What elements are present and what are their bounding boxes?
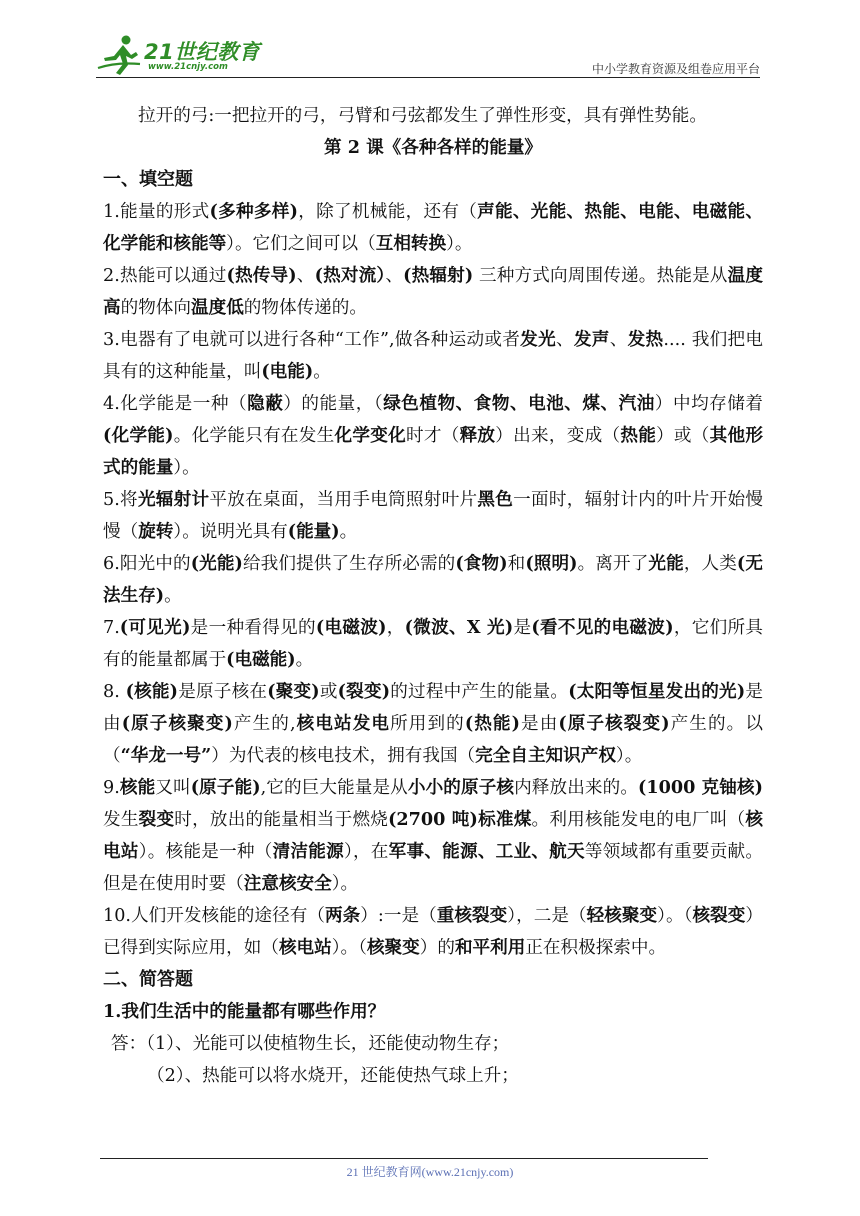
question-text: 给我们提供了生存所必需的 — [242, 554, 456, 574]
answer-text: 完全自主知识产权 — [475, 745, 616, 766]
question-text: 8. — [103, 682, 126, 702]
answer-text: (电磁波) — [315, 617, 387, 638]
question-text: ）已得到实际应用，如（ — [103, 906, 763, 958]
question-text: 内释放出来的。 — [514, 778, 639, 798]
question-text: ）出来，变成（ — [495, 426, 621, 446]
answer-text: (能量) — [287, 521, 340, 542]
answer-text: 发声 — [573, 329, 610, 350]
answer-text: (多种多样) — [209, 201, 298, 222]
question-text: 6.阳光中的 — [103, 554, 191, 574]
question-text: ）的能量，（ — [283, 394, 384, 414]
question-text: .... 我们把电具有的这种能量，叫 — [103, 330, 763, 382]
question-text: 或 — [319, 682, 338, 702]
question-text: 、 — [296, 266, 315, 286]
answer-text: 重核裂变 — [436, 905, 508, 926]
answer-text: 热能 — [620, 425, 657, 446]
answer-text: (太阳等恒星发出的光) — [568, 681, 746, 702]
answer-text: (可见光) — [119, 617, 191, 638]
answer-text: (1000 克铀核) — [638, 777, 763, 798]
answer-text: 核电站 — [278, 937, 332, 958]
question-text: 所用到的 — [390, 714, 465, 734]
intro-paragraph — [103, 100, 763, 132]
question-text: ）。 — [446, 234, 473, 254]
answer-text: 核电站 — [103, 809, 763, 862]
document-body — [103, 100, 763, 1092]
question-text: 。 — [295, 650, 314, 670]
answer-text: 化学变化 — [334, 425, 406, 446]
question-text: 的过程中产生的能量。 — [390, 682, 569, 702]
question-text: 是由 — [103, 682, 763, 734]
question-text: 正在积极探索中。 — [525, 938, 667, 958]
fill-blank-item — [103, 484, 763, 548]
question-text: 的物体向 — [120, 298, 191, 318]
answer-text: 核能 — [119, 777, 156, 798]
question-text: ）。 — [173, 458, 200, 478]
answer-text: 裂变 — [138, 809, 175, 830]
question-text: 一面时，辐射计内的叶片开始慢慢（ — [103, 490, 763, 542]
question-text: 5.将 — [103, 490, 138, 510]
answer-text: (照明) — [525, 553, 578, 574]
answer-text: 释放 — [459, 425, 496, 446]
question-text: 3.电器有了电就可以进行各种“工作”,做各种运动或者 — [103, 330, 521, 350]
question-text: 的物体传递的。 — [243, 298, 367, 318]
fill-blank-item — [103, 196, 763, 260]
question-text: 三种方式向周围传递。热能是从 — [473, 266, 728, 286]
question-text: 又叫 — [155, 778, 191, 798]
question-text: ,它的巨大能量是从 — [260, 778, 408, 798]
answer-text: 黑色 — [477, 489, 514, 510]
question-text: 是一种看得见的 — [190, 618, 316, 638]
answer-text: (热能) — [464, 713, 520, 734]
answer-text: 光能 — [648, 553, 684, 574]
question-text: ，它们所具有的能量都属于 — [103, 618, 763, 670]
answer-text: 声能、光能、热能、电能、电磁能、化学能和核能等 — [103, 201, 763, 254]
footer-divider — [100, 1158, 708, 1159]
answer-text: 旋转 — [138, 521, 174, 542]
answer-text: (化学能) — [103, 425, 174, 446]
question-text: ）或（ — [656, 426, 710, 446]
answer-text: (电磁能) — [226, 649, 296, 670]
question-text: ）。 — [331, 874, 359, 894]
answer-text: 光辐射计 — [137, 489, 210, 510]
question-text: ， — [386, 618, 405, 638]
question-text: 是 — [513, 618, 532, 638]
question-text: ），二是（ — [507, 906, 587, 926]
question-text: ）。 — [615, 746, 643, 766]
answer-text: (光能) — [190, 553, 243, 574]
question-text: ）。（ — [331, 938, 367, 958]
question-text: 2.热能可以通过 — [103, 266, 227, 286]
answer-line-1: 答：（1）、光能可以使植物生长，还能使动物生存； — [111, 1034, 510, 1054]
answer-text: (裂变) — [337, 681, 391, 702]
answer-text: 温度低 — [191, 297, 244, 318]
answer-text: 其他形式的能量 — [103, 425, 763, 478]
answer-text: (原子能) — [190, 777, 261, 798]
answer-text: 军事、能源、工业、航天 — [388, 841, 585, 862]
logo-text: 21世纪教育 — [144, 40, 261, 64]
answer-text: (微波、X 光) — [404, 617, 514, 638]
question-text: 。 — [339, 522, 358, 542]
answer-text: 互相转换 — [375, 233, 447, 254]
fill-blank-item — [103, 388, 763, 484]
question-text: ）。它们之间可以（ — [226, 234, 376, 254]
answer-text: 核聚变 — [366, 937, 420, 958]
answer-text: 绿色植物、食物、电池、煤、汽油 — [383, 393, 655, 414]
question-text: 、 — [385, 266, 404, 286]
answer-text: 轻核聚变 — [586, 905, 658, 926]
site-logo — [96, 32, 266, 78]
answer-text: 小小的原子核 — [407, 777, 515, 798]
question-text: 拉开的弓:一把拉开的弓，弓臂和弓弦都发生了弹性形变，具有弹性势能。 — [138, 106, 707, 126]
answer-text: 隐蔽 — [247, 393, 284, 414]
answer-text: 核电站发电 — [295, 713, 391, 734]
answer-text: 核裂变 — [692, 905, 746, 926]
question-text: 。离开了 — [577, 554, 649, 574]
question-text: ），在 — [343, 842, 389, 862]
question-text: ）的 — [419, 938, 455, 958]
fill-blank-item — [103, 548, 763, 612]
section-heading-fill-blank: 一、填空题 — [103, 169, 193, 190]
question-1: 1.我们生活中的能量都有哪些作用？ — [103, 1001, 386, 1022]
answer-text: 温度高 — [103, 265, 763, 318]
question-text: 。 — [164, 586, 182, 606]
question-text: 等领域都有重要贡献。但是在使用时要（ — [103, 842, 763, 894]
fill-blank-item — [103, 612, 763, 676]
answer-text: 和平利用 — [454, 937, 526, 958]
question-text: 。 — [313, 362, 331, 382]
page-header — [96, 32, 760, 78]
footer-text: 21 世纪教育网(www.21cnjy.com) — [346, 1165, 514, 1179]
answer-text: (2700 吨) — [388, 809, 478, 830]
question-text: ）。（ — [657, 906, 693, 926]
answer-text: 清洁能源 — [272, 841, 344, 862]
question-text: 时，放出的能量相当于燃烧 — [174, 810, 389, 830]
question-text: ，人类 — [683, 554, 737, 574]
answer-text: (热对流） — [314, 265, 386, 286]
question-text: 是原子核在 — [178, 682, 268, 702]
answer-text: (热辐射) — [403, 265, 474, 286]
running-man-icon — [96, 34, 142, 76]
question-text: 10.人们开发核能的途径有（ — [103, 906, 325, 926]
question-text: ）。说明光具有 — [173, 522, 288, 542]
question-text: 发生 — [103, 810, 139, 830]
question-text: 时才（ — [405, 426, 460, 446]
question-text: 产生的, — [232, 714, 296, 734]
answer-line-2: （2）、热能可以将水烧开，还能使热气球上升； — [147, 1066, 519, 1086]
answer-text: 两条 — [324, 905, 361, 926]
platform-name: 中小学教育资源及组卷应用平台 — [591, 62, 760, 76]
answer-text: (食物) — [455, 553, 508, 574]
answer-text: (看不见的电磁波) — [531, 617, 674, 638]
question-text: 4.化学能是一种（ — [103, 394, 248, 414]
question-text: ）为代表的核电技术，拥有我国（ — [211, 746, 476, 766]
answer-text: 注意核安全 — [243, 873, 332, 894]
question-text: 平放在桌面，当用手电筒照射叶片 — [209, 490, 478, 510]
question-text: 7. — [103, 618, 120, 638]
question-text: 和 — [507, 554, 526, 574]
question-text: 、 — [555, 330, 574, 350]
section-heading-short-answer: 二、简答题 — [103, 969, 193, 990]
answer-text: (电能) — [261, 361, 314, 382]
question-text: 9. — [103, 778, 120, 798]
question-text: 1.能量的形式 — [103, 202, 210, 222]
answer-text: (核能) — [125, 681, 179, 702]
answer-text: “华龙一号” — [120, 745, 212, 766]
answer-text: 发光 — [520, 329, 556, 350]
answer-text: 标准煤 — [477, 809, 532, 830]
answer-text: (原子核裂变) — [558, 713, 670, 734]
answer-text: (热传导) — [226, 265, 297, 286]
fill-blank-item — [103, 260, 763, 324]
answer-text: (聚变) — [267, 681, 320, 702]
question-text: 。利用核能发电的电厂叫（ — [531, 810, 746, 830]
logo-url: www.21cnjy.com — [148, 62, 228, 72]
question-text: ）。核能是一种（ — [138, 842, 273, 862]
fill-blank-item — [103, 676, 763, 772]
answer-text: (无法生存) — [103, 553, 763, 606]
fill-blank-item — [103, 324, 763, 388]
fill-blank-item — [103, 772, 763, 900]
question-text: 是由 — [519, 714, 559, 734]
question-text: 。化学能只有在发生 — [173, 426, 335, 446]
question-text: 、 — [609, 330, 628, 350]
fill-blank-list — [103, 196, 763, 964]
question-text: ，除了机械能，还有（ — [297, 202, 478, 222]
answer-text: 发热 — [627, 329, 664, 350]
question-text: ）:一是（ — [360, 906, 437, 926]
fill-blank-item — [103, 900, 763, 964]
answer-text: (原子核聚变) — [121, 713, 233, 734]
lesson-title: 第 2 课《各种各样的能量》 — [323, 137, 543, 158]
header-divider — [96, 77, 760, 78]
question-text: ）中均存储着 — [654, 394, 763, 414]
question-text: 产生的。以（ — [103, 714, 763, 766]
